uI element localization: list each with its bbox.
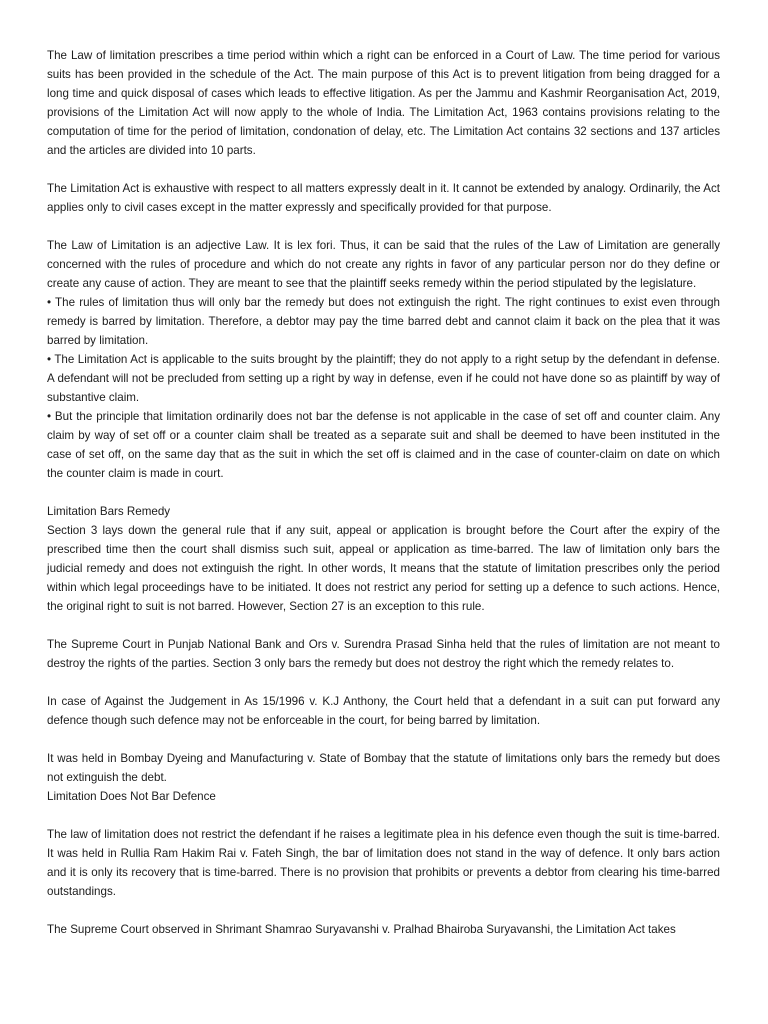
limitation-bars-remedy-section [47,502,720,616]
bullet-remedy-bar: • The rules of limitation thus will only bar the remedy but does not extinguish the right. The right continues to exist even through remedy is barred by limitation. Therefore, a debtor may pay the time barred debt and cannot claim it back on the plea that it was barred by limitation. [47,296,720,347]
adjective-law-section [47,236,720,483]
paragraph-bombay-dyeing: It was held in Bombay Dyeing and Manufacturing v. State of Bombay that the statute of limitations only bars the remedy but does not extinguish the debt. [47,752,720,784]
bullet-set-off: • But the principle that limitation ordinarily does not bar the defense is not applicable in the case of set off and counter claim. Any claim by way of set off or a counter claim shall be treated as a separate suit and shall be deemed to have been instituted in the case of set off, on the same day that as the suit in which the set off is claimed and in the case of counter-claim on date on which the counter claim is made in court. [47,410,720,480]
paragraph-rullia-ram: The law of limitation does not restrict the defendant if he raises a legitimate plea in his defence even though the suit is time-barred. It was held in Rullia Ram Hakim Rai v. Fateh Singh, the bar of limitation does not stand in the way of defence. It only bars action and it is only its recovery that is time-barred. There is no provision that prohibits or prevents a debtor from clearing his time-barred outstandings. [47,828,720,898]
paragraph-punjab-national-bank: The Supreme Court in Punjab National Bank and Ors v. Surendra Prasad Sinha held that the rules of limitation are not meant to destroy the rights of the parties. Section 3 only bars the remedy but does not destroy the right which the remedy relates to. [47,638,720,670]
paragraph-section-3: Section 3 lays down the general rule that if any suit, appeal or application is brought before the Court after the expiry of the prescribed time then the court shall dismiss such suit, appeal or application as time-barred. The law of limitation only bars the judicial remedy and does not extinguish the right. In other words, It means that the statute of limitation prescribes only the period within which legal proceedings have to be initiated. It does not restrict any period for setting up a defence to such actions. Hence, the original right to suit is not barred. However, Section 27 is an exception to this rule. [47,524,720,613]
paragraph-adjective-law: The Law of Limitation is an adjective Law. It is lex fori. Thus, it can be said that the rules of the Law of Limitation are generally concerned with the rules of procedure and which do not create any rights in favor of any particular person nor do they define or create any cause of action. They are meant to see that the plaintiff seeks remedy within the period stipulated by the legislature. [47,239,720,290]
bullet-plaintiff-suits: • The Limitation Act is applicable to the suits brought by the plaintiff; they do not apply to a right setup by the defendant in defense. A defendant will not be precluded from setting up a right by way in defense, even if he could not have done so as plaintiff by way of substantive claim. [47,353,720,404]
section-heading-bar-defence: Limitation Does Not Bar Defence [47,790,216,803]
section-heading-bars-remedy: Limitation Bars Remedy [47,505,171,518]
paragraph-intro: The Law of limitation prescribes a time period within which a right can be enforced in a Court of Law. The time period for various suits has been provided in the schedule of the Act. The main purpose of this Act is to prevent litigation from being dragged for a long time and quick disposal of cases which leads to effective litigation. As per the Jammu and Kashmir Reorganisation Act, 2019, provisions of the Limitation Act will now apply to the whole of India. The Limitation Act, 1963 contains provisions relating to the computation of time for the period of limitation, condonation of delay, etc. The Limitation Act contains 32 sections and 137 articles and the articles are divided into 10 parts. [47,49,720,157]
bombay-dyeing-section [47,749,720,806]
paragraph-exhaustive: The Limitation Act is exhaustive with respect to all matters expressly dealt in it. It cannot be extended by analogy. Ordinarily, the Act applies only to civil cases except in the matter expressly and specifically provided for that purpose. [47,182,720,214]
document-page [47,46,720,939]
paragraph-shrimant-shamrao: The Supreme Court observed in Shrimant Shamrao Suryavanshi v. Pralhad Bhairoba Suryavanshi, the Limitation Act takes [47,923,676,936]
paragraph-kj-anthony: In case of Against the Judgement in As 15/1996 v. K.J Anthony, the Court held that a defendant in a suit can put forward any defence though such defence may not be enforceable in the court, for being barred by limitation. [47,695,720,727]
